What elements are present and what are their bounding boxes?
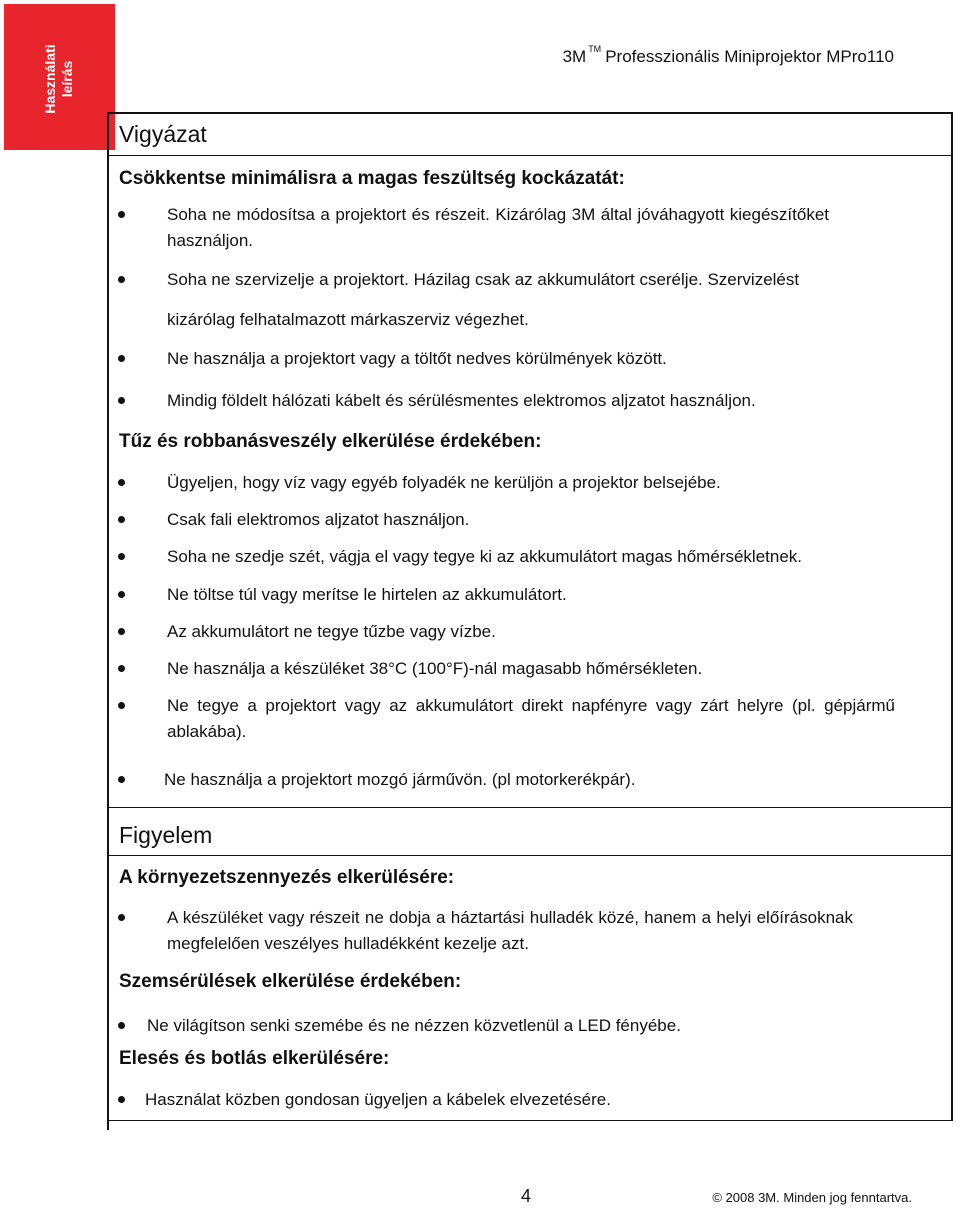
header-brand: 3M <box>562 47 587 66</box>
bullet-icon <box>118 914 125 921</box>
list-item: Használat közben gondosan ügyeljen a kábelek elvezetésére. <box>145 1090 611 1109</box>
eye-heading: Szemsérülések elkerülése érdekében: <box>119 971 462 992</box>
bullet-icon <box>118 276 125 283</box>
bullet-icon <box>118 776 125 783</box>
list-item: Soha ne szedje szét, vágja el vagy tegye ki az akkumulátort magas hőmérsékletnek. <box>167 547 803 566</box>
list-item: Ne töltse túl vagy merítse le hirtelen az akkumulátort. <box>167 585 567 604</box>
fire-heading: Tűz és robbanásveszély elkerülése érdekében: <box>119 431 542 452</box>
warning-title: Vigyázat <box>119 121 207 147</box>
bullet-icon <box>118 479 125 486</box>
caution-frame <box>107 808 953 1130</box>
list-item: Soha ne szervizelje a projektort. Házilag csak az akkumulátort cserélje. Szervizelést <box>167 270 800 289</box>
bullet-icon <box>118 628 125 635</box>
page-number: 4 <box>521 1186 532 1206</box>
bullet-icon <box>118 591 125 598</box>
list-item: Ne világítson senki szemébe és ne nézzen közvetlenül a LED fényébe. <box>147 1016 681 1035</box>
trademark: TM <box>588 44 602 54</box>
bullet-icon <box>118 355 125 362</box>
copyright: © 2008 3M. Minden jog fenntartva. <box>712 1190 912 1205</box>
bullet-icon <box>118 397 125 404</box>
bullet-icon <box>118 211 125 218</box>
list-item: Soha ne módosítsa a projektort és részeit. Kizárólag 3M által jóváhagyott kiegészítőket használjon. <box>167 205 829 250</box>
section-tab-label: Használati leírás <box>42 44 75 114</box>
list-item: Csak fali elektromos aljzatot használjon. <box>167 510 470 529</box>
list-item: Ügyeljen, hogy víz vagy egyéb folyadék ne kerüljön a projektor belsejébe. <box>167 473 721 492</box>
voltage-heading: Csökkentse minimálisra a magas feszültség kockázatát: <box>119 168 625 189</box>
bullet-icon <box>118 1096 125 1103</box>
list-item: Ne használja a készüléket 38°C (100°F)-nál magasabb hőmérsékleten. <box>167 659 703 678</box>
header-product: Professzionális Miniprojektor MPro110 <box>605 47 894 66</box>
section-tab <box>4 4 115 150</box>
trip-heading: Elesés és botlás elkerülésére: <box>119 1048 390 1069</box>
bullet-icon <box>118 1022 125 1029</box>
list-item: Ne tegye a projektort vagy az akkumulátort direkt napfényre vagy zárt helyre (pl. gépjármű ablakába). <box>167 696 895 741</box>
list-item: Mindig földelt hálózati kábelt és sérülésmentes elektromos aljzatot használjon. <box>167 391 756 410</box>
caution-title: Figyelem <box>119 822 213 848</box>
document-header <box>562 44 894 67</box>
list-item: Az akkumulátort ne tegye tűzbe vagy vízbe. <box>167 622 496 641</box>
bullet-icon <box>118 516 125 523</box>
environment-heading: A környezetszennyezés elkerülésére: <box>119 867 455 888</box>
list-item: Ne használja a projektort vagy a töltőt nedves körülmények között. <box>167 349 667 368</box>
list-item: Ne használja a projektort mozgó járművön. (pl motorkerékpár). <box>164 770 636 789</box>
bullet-icon <box>118 665 125 672</box>
bullet-icon <box>118 702 125 709</box>
bullet-icon <box>118 553 125 560</box>
list-item: A készüléket vagy részeit ne dobja a háztartási hulladék közé, hanem a helyi előírásoknak megfelelően veszélyes hulladékként kezelje azt. <box>167 908 853 953</box>
list-item-continuation: kizárólag felhatalmazott márkaszerviz végezhet. <box>167 310 529 329</box>
